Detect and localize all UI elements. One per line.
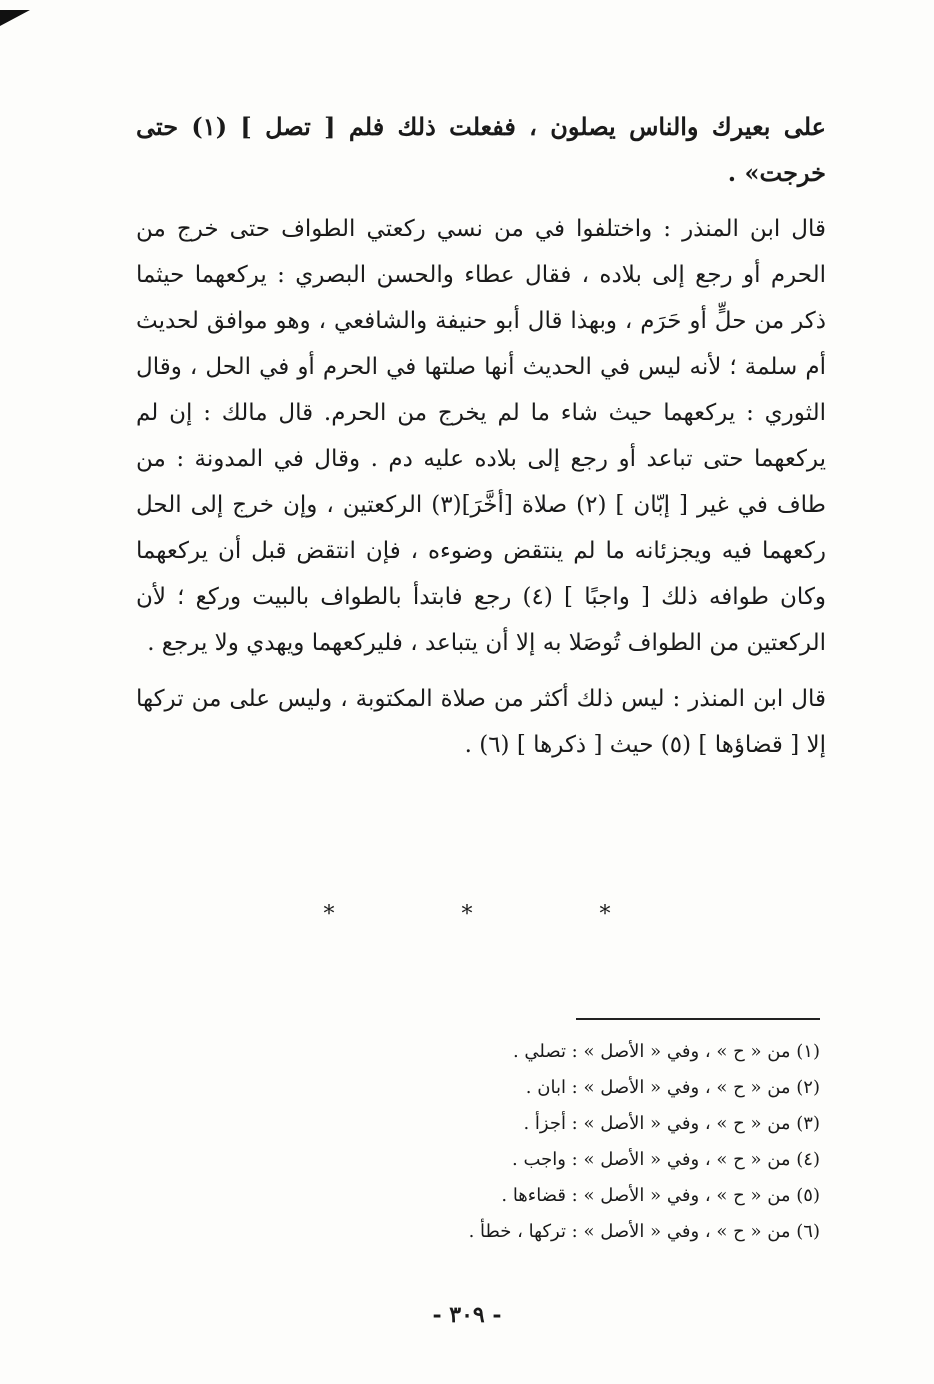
footnote-1: (١) من « ح » ، وفي « الأصل » : تصلي . <box>512 1041 820 1062</box>
footnote-6: (٦) من « ح » ، وفي « الأصل » : تركها ، خطأ . <box>468 1221 820 1242</box>
footnotes <box>380 1034 820 1250</box>
main-text <box>136 104 826 768</box>
page-number: - ٣٠٩ - <box>432 1302 502 1328</box>
footnote-2: (٢) من « ح » ، وفي « الأصل » : ابان . <box>525 1077 820 1098</box>
paragraph-3: قال ابن المنذر : ليس ذلك أكثر من صلاة المكتوبة ، وليس على من تركها إلا [ قضاؤها ] (٥) حيث [ ذكرها ] (٦) . <box>136 686 826 758</box>
paragraph-2: قال ابن المنذر : واختلفوا في من نسي ركعتي الطواف حتى خرج من الحرم أو رجع إلى بلاده ، فقال عطاء والحسن البصري : يركعهما حيثما ذكر من حلٍّ أو حَرَم ، وبهذا قال أبو حنيفة والشافعي ، وهو موافق لحديث أم سلمة ؛ لأنه ليس في الحديث أنها صلتها في الحرم أو في الحل ، وقال الثوري : يركعهما حيث شاء ما لم يخرج من الحرم. قال مالك : إن لم يركعهما حتى تباعد أو رجع إلى بلاده عليه دم . وقال في المدونة : من طاف في غير [ إبّان ] (٢) صلاة [أخَّرَ](٣) الركعتين ، وإن خرج إلى الحل ركعهما فيه ويجزئانه ما لم ينتقض وضوءه ، فإن انتقض قبل أن يركعهما وكان طوافه ذلك [ واجبًا ] (٤) رجع فابتدأ بالطواف بالبيت وركع ؛ لأن الركعتين من الطواف تُوصَلا به إلا أن يتباعد ، فليركعهما ويهدي ولا يرجع . <box>136 216 826 656</box>
paragraph-1: على بعيرك والناس يصلون ، ففعلت ذلك فلم [ تصل ] (١) حتى خرجت» . <box>136 112 827 187</box>
footnote-3: (٣) من « ح » ، وفي « الأصل » : أجزأ . <box>523 1113 820 1134</box>
footnote-5: (٥) من « ح » ، وفي « الأصل » : قضاءها . <box>501 1185 820 1206</box>
footnote-4: (٤) من « ح » ، وفي « الأصل » : واجب . <box>512 1149 820 1170</box>
corner-mark <box>0 10 30 26</box>
footnote-rule <box>576 1018 820 1020</box>
section-separator: * * * <box>323 902 671 927</box>
